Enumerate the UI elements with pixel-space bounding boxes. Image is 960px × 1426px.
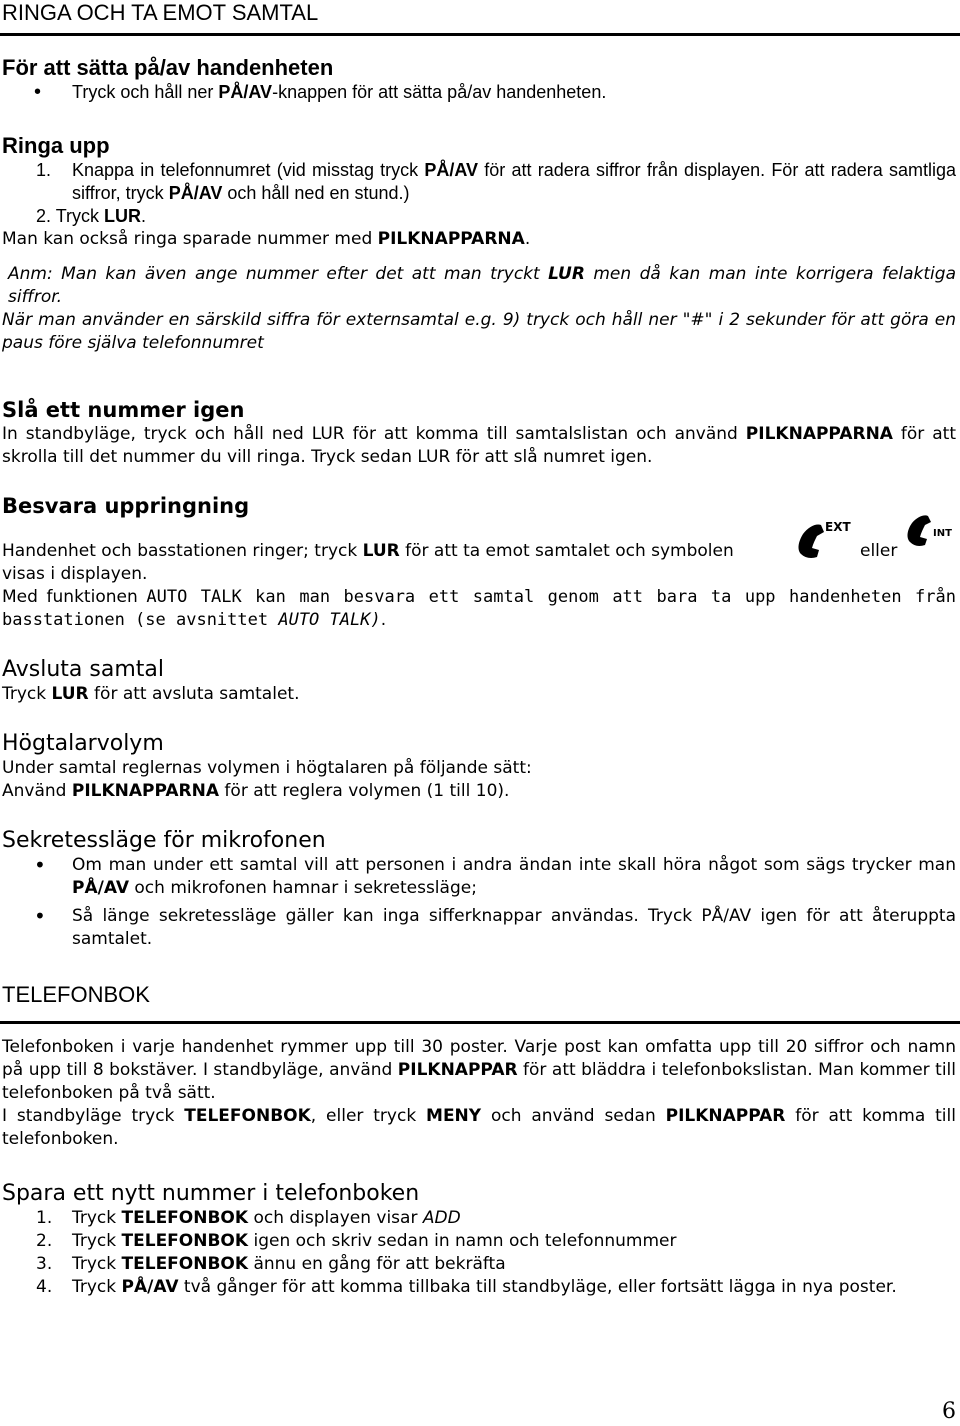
power-list [2, 81, 956, 104]
redial-text: In standbyläge, tryck och håll ned LUR för att komma till samtalslistan och använd PILKNAPPARNA för att skrolla till det nummer du vill ringa. Tryck sedan LUR för att slå numret igen. [2, 424, 956, 467]
heading-volume: Högtalarvolym [2, 731, 164, 756]
list-item: 4. Tryck PÅ/AV två gånger för att komma tillbaka till standbyläge, eller fortsätt lägga in nya poster. [36, 1277, 897, 1297]
list-item: • Tryck och håll ner PÅ/AV-knappen för att sätta på/av handenheten. [2, 81, 956, 104]
answer-text: Handenhet och basstationen ringer; tryck LUR för att ta emot samtalet och symbolen EXT eller INT [2, 540, 956, 563]
section-end [2, 657, 956, 706]
list-item: • Så länge sekretessläge gäller kan inga sifferknappar användas. Tryck PÅ/AV igen för att återuppta samtalet. [2, 905, 956, 951]
phonebook-rule [0, 1021, 960, 1024]
section-redial [2, 397, 956, 469]
page-number: 6 [942, 1399, 956, 1424]
volume-line-1: Under samtal reglernas volymen i högtalaren på följande sätt: [2, 758, 532, 778]
section-phonebook [2, 1036, 956, 1151]
int-label: INT [933, 528, 952, 539]
section-answer [2, 493, 956, 632]
mute-list [2, 854, 956, 951]
section-save [2, 1181, 956, 1299]
autotalk-text: Med funktionen AUTO TALK kan man besvara ett samtal genom att bara ta upp handenheten från basstationen (se avsnittet AUTO TALK). [2, 587, 956, 630]
page-title: RINGA OCH TA EMOT SAMTAL [2, 0, 319, 25]
call-steps [2, 159, 956, 205]
phonebook-p2: I standbyläge tryck TELEFONBOK, eller tryck MENY och använd sedan PILKNAPPAR för att komma till telefonboken. [2, 1106, 956, 1149]
ext-label: EXT [825, 520, 851, 534]
heading-power: För att sätta på/av handenheten [2, 55, 334, 80]
or-text: eller [860, 541, 898, 561]
section-mute [2, 828, 956, 951]
heading-phonebook: TELEFONBOK [2, 982, 150, 1007]
list-item: 1. Knappa in telefonnumret (vid misstag tryck PÅ/AV för att radera siffror från displayen. För att radera samtliga siffror, tryck PÅ/AV och håll ned en stund.) [36, 160, 957, 203]
call-stored: Man kan också ringa sparade nummer med PILKNAPPARNA. [2, 229, 531, 249]
heading-end: Avsluta samtal [2, 657, 164, 682]
section-phonebook-title [2, 982, 956, 1008]
title-rule [0, 33, 960, 36]
section-volume [2, 731, 956, 803]
call-note-2: När man använder en särskild siffra för externsamtal e.g. 9) tryck och håll ner "#" i 2 sekunder för att göra en paus före själva telefonnumret [2, 310, 956, 353]
phone-int-icon [905, 512, 959, 555]
heading-mute: Sekretessläge för mikrofonen [2, 828, 326, 853]
section-power [2, 55, 956, 104]
heading-redial: Slå ett nummer igen [2, 398, 245, 422]
phonebook-p1: Telefonboken i varje handenhet rymmer upp till 30 poster. Varje post kan omfatta upp till 20 siffror och namn på upp till 8 bokstäver. I standbyläge, använd PILKNAPPAR för att bläddra i telefonbokslistan. Man kommer till telefonboken på två sätt. [2, 1037, 956, 1103]
list-item: 1. Tryck TELEFONBOK och displayen visar ADD [36, 1208, 461, 1228]
end-text: Tryck LUR för att avsluta samtalet. [2, 684, 300, 704]
heading-save: Spara ett nytt nummer i telefonboken [2, 1181, 420, 1206]
save-steps [2, 1207, 956, 1299]
list-item: 2. Tryck TELEFONBOK igen och skriv sedan in namn och telefonnummer [36, 1231, 677, 1251]
section-call [2, 133, 956, 355]
call-note: Anm: Man kan även ange nummer efter det att man tryckt LUR men då kan man inte korrigera felaktiga siffror. [8, 264, 956, 307]
heading-answer: Besvara uppringning [2, 494, 250, 518]
heading-call: Ringa upp [2, 133, 110, 158]
call-step-2: 2. Tryck LUR. [36, 206, 147, 226]
list-item: 3. Tryck TELEFONBOK ännu en gång för att bekräfta [36, 1254, 506, 1274]
list-item: • Om man under ett samtal vill att personen i andra ändan inte skall höra något som sägs trycker man PÅ/AV och mikrofonen hamnar i sekretessläge; [2, 854, 956, 900]
answer-text-2: visas i displayen. [2, 564, 148, 584]
volume-line-2: Använd PILKNAPPARNA för att reglera volymen (1 till 10). [2, 781, 510, 801]
phone-ext-icon [795, 520, 857, 567]
